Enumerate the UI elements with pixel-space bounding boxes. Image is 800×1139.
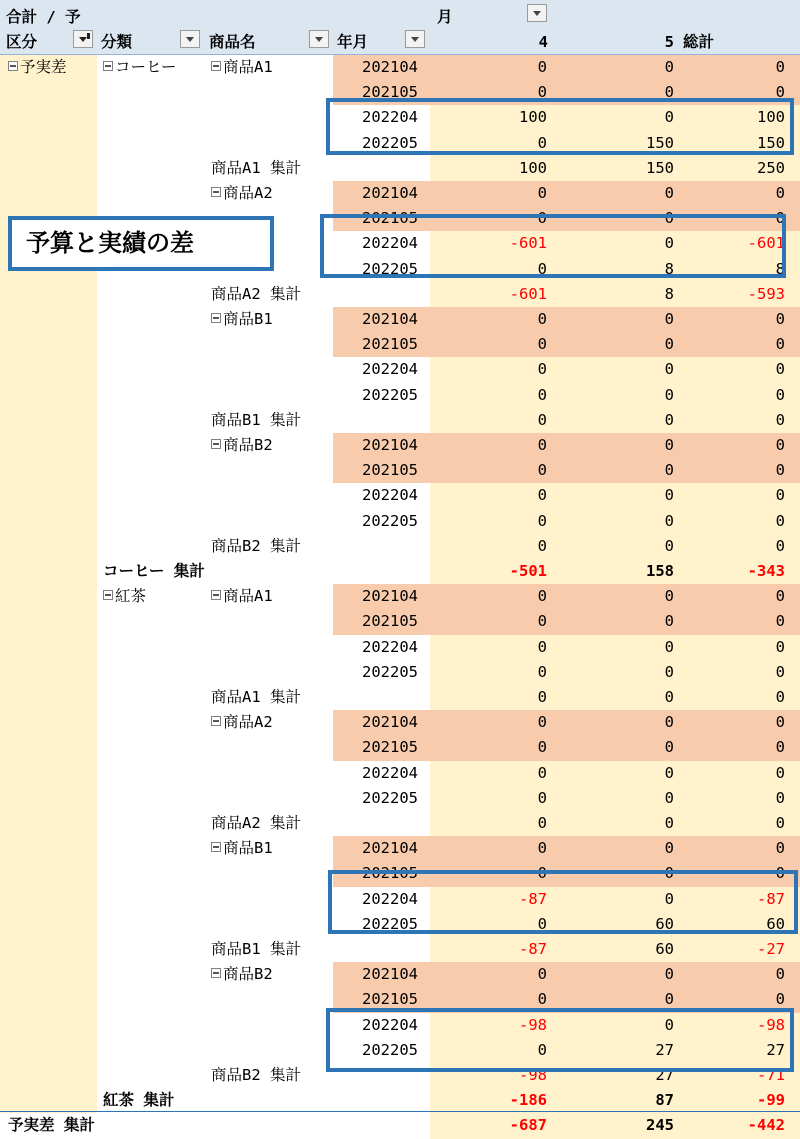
value-month-4: 0 bbox=[537, 511, 547, 530]
value-total: 250 bbox=[757, 158, 785, 177]
row-label[interactable] bbox=[211, 181, 273, 206]
row-label bbox=[103, 559, 205, 584]
value-month-5: 60 bbox=[655, 914, 674, 933]
value-total: 0 bbox=[775, 83, 785, 102]
value-month-4: 0 bbox=[537, 385, 547, 404]
collapse-icon[interactable] bbox=[211, 968, 221, 978]
value-month-5: 0 bbox=[664, 385, 674, 404]
row-label bbox=[362, 332, 418, 357]
row-label-text: 202104 bbox=[362, 713, 418, 732]
collapse-icon[interactable] bbox=[8, 61, 18, 71]
value-month-5: 8 bbox=[664, 284, 674, 303]
row-label-text: 202205 bbox=[362, 133, 418, 152]
value-total: 0 bbox=[775, 839, 785, 858]
row-label-text: 商品A1 集計 bbox=[211, 158, 301, 177]
row-label bbox=[362, 710, 418, 735]
row-label-text: 202104 bbox=[362, 310, 418, 328]
row-label bbox=[362, 962, 418, 987]
value-month-5: 0 bbox=[664, 814, 674, 832]
row-label-text: 202104 bbox=[362, 839, 418, 858]
row-label bbox=[362, 55, 418, 80]
row-label-text: 202104 bbox=[362, 184, 418, 202]
value-month-4: 0 bbox=[537, 713, 547, 732]
row-label-text: 商品A2 bbox=[223, 184, 273, 202]
value-month-5: 0 bbox=[664, 612, 674, 631]
collapse-icon[interactable] bbox=[211, 842, 221, 852]
value-month-4: 0 bbox=[537, 310, 547, 328]
row-label bbox=[362, 383, 418, 408]
value-month-5: 60 bbox=[655, 940, 674, 958]
value-total: 27 bbox=[766, 1040, 785, 1059]
row-label bbox=[362, 735, 418, 760]
value-field-label: 合計 / 予 bbox=[6, 8, 81, 26]
value-month-4: -687 bbox=[509, 1116, 547, 1135]
value-total: 0 bbox=[775, 436, 785, 454]
collapse-icon[interactable] bbox=[211, 439, 221, 449]
row-label bbox=[211, 534, 301, 559]
value-month-5: 158 bbox=[646, 562, 674, 580]
value-month-4: 0 bbox=[537, 335, 547, 354]
value-month-5: 0 bbox=[664, 209, 674, 228]
bunrui-dropdown-icon[interactable] bbox=[180, 30, 200, 48]
value-month-4: 0 bbox=[537, 763, 547, 782]
value-month-5: 150 bbox=[646, 133, 674, 152]
value-month-4: 0 bbox=[537, 965, 547, 984]
value-month-4: 0 bbox=[537, 83, 547, 102]
value-month-5: 0 bbox=[664, 713, 674, 732]
value-total: 0 bbox=[775, 310, 785, 328]
row-label[interactable] bbox=[211, 433, 273, 458]
row-label-text: 商品B2 bbox=[223, 436, 273, 454]
callout-label: 予算と実績の差 bbox=[8, 216, 274, 271]
value-month-5: 27 bbox=[655, 1066, 674, 1084]
value-month-4: 100 bbox=[519, 108, 547, 127]
value-month-5: 0 bbox=[664, 662, 674, 681]
value-total: 0 bbox=[775, 688, 785, 706]
row-label bbox=[362, 357, 418, 382]
row-label bbox=[362, 660, 418, 685]
value-month-4: 0 bbox=[537, 688, 547, 706]
row-label-text: 商品A2 集計 bbox=[211, 284, 301, 303]
row-label bbox=[211, 408, 301, 433]
highlight-box-a2 bbox=[320, 214, 786, 278]
row-label bbox=[362, 181, 418, 206]
row-label-text: 202205 bbox=[362, 788, 418, 807]
row-label[interactable] bbox=[103, 584, 146, 609]
row-label-text: 商品B1 bbox=[223, 839, 273, 858]
value-month-5: 0 bbox=[664, 990, 674, 1009]
value-month-4: 0 bbox=[537, 486, 547, 505]
value-total: -343 bbox=[747, 562, 785, 580]
row-label bbox=[362, 836, 418, 861]
row-label bbox=[8, 1113, 95, 1138]
value-total: 0 bbox=[775, 713, 785, 732]
value-month-5: 0 bbox=[664, 335, 674, 354]
row-label-text: 商品A1 bbox=[223, 58, 273, 76]
value-total: 0 bbox=[775, 486, 785, 505]
value-month-5: 0 bbox=[664, 58, 674, 76]
value-month-4: 0 bbox=[537, 58, 547, 76]
row-label-text: コーヒー bbox=[115, 58, 177, 76]
value-month-5: 0 bbox=[664, 738, 674, 757]
value-total: 0 bbox=[775, 990, 785, 1009]
row-label-text: 商品A2 bbox=[223, 713, 273, 732]
value-month-5: 0 bbox=[664, 788, 674, 807]
column-field-label: 月 bbox=[437, 8, 453, 26]
value-month-4: 0 bbox=[537, 990, 547, 1009]
row-field-shohinmei: 商品名 bbox=[209, 33, 256, 51]
value-total: 0 bbox=[775, 335, 785, 354]
value-month-5: 0 bbox=[664, 83, 674, 102]
row-label-text: 商品B1 集計 bbox=[211, 940, 301, 958]
value-total: 0 bbox=[775, 461, 785, 480]
value-month-4: -87 bbox=[519, 940, 547, 958]
row-label-text: 202105 bbox=[362, 335, 418, 354]
value-month-5: 0 bbox=[664, 637, 674, 656]
row-label bbox=[211, 937, 301, 962]
row-label[interactable] bbox=[211, 962, 273, 987]
row-label-text: 商品B2 集計 bbox=[211, 1066, 301, 1084]
value-month-4: 0 bbox=[537, 536, 547, 555]
value-month-5: 0 bbox=[664, 1015, 674, 1034]
row-label-text: 予実差 bbox=[20, 58, 67, 76]
row-label[interactable] bbox=[211, 584, 273, 609]
value-month-5: 0 bbox=[664, 108, 674, 127]
row-label-text: 202105 bbox=[362, 864, 418, 883]
row-label bbox=[362, 483, 418, 508]
value-month-5: 0 bbox=[664, 461, 674, 480]
value-month-5: 0 bbox=[664, 864, 674, 883]
value-month-4: 0 bbox=[537, 133, 547, 152]
value-total: -27 bbox=[757, 940, 785, 958]
collapse-icon[interactable] bbox=[103, 61, 113, 71]
value-month-5: 0 bbox=[664, 763, 674, 782]
column-header-total: 総計 bbox=[683, 33, 715, 51]
row-label-text: 202204 bbox=[362, 637, 418, 656]
value-month-5: 0 bbox=[664, 360, 674, 379]
collapse-icon[interactable] bbox=[211, 313, 221, 323]
grand-total-divider bbox=[0, 1111, 800, 1112]
row-label-text: 202104 bbox=[362, 58, 418, 76]
value-month-4: 0 bbox=[537, 1040, 547, 1059]
row-label-text: 202205 bbox=[362, 511, 418, 530]
row-label bbox=[362, 761, 418, 786]
value-month-5: 27 bbox=[655, 1040, 674, 1059]
value-total: -593 bbox=[747, 284, 785, 303]
value-month-4: 0 bbox=[537, 184, 547, 202]
row-label-text: コーヒー 集計 bbox=[103, 562, 205, 580]
value-total: 0 bbox=[775, 637, 785, 656]
value-total: 0 bbox=[775, 965, 785, 984]
value-total: 0 bbox=[775, 410, 785, 429]
row-label bbox=[362, 509, 418, 534]
value-total: -71 bbox=[757, 1066, 785, 1084]
kubun-filter-active-icon[interactable] bbox=[73, 30, 93, 48]
value-total: 0 bbox=[775, 58, 785, 76]
value-month-4: 0 bbox=[537, 914, 547, 933]
value-total: 0 bbox=[775, 612, 785, 631]
row-label-text: 紅茶 bbox=[115, 587, 147, 606]
value-month-4: 0 bbox=[537, 788, 547, 807]
nengetsu-dropdown-icon[interactable] bbox=[405, 30, 425, 48]
value-total: -601 bbox=[747, 234, 785, 253]
row-label-text: 商品A1 集計 bbox=[211, 688, 301, 706]
value-month-4: 0 bbox=[537, 864, 547, 883]
value-month-5: 0 bbox=[664, 436, 674, 454]
row-label-text: 商品A2 集計 bbox=[211, 814, 301, 832]
row-label bbox=[211, 685, 301, 710]
value-month-5: 87 bbox=[655, 1091, 674, 1110]
value-month-5: 0 bbox=[664, 587, 674, 606]
value-month-5: 0 bbox=[664, 965, 674, 984]
value-month-4: -501 bbox=[509, 562, 547, 580]
value-month-5: 8 bbox=[664, 259, 674, 278]
value-month-4: 0 bbox=[537, 612, 547, 631]
row-label-text: 予実差 集計 bbox=[8, 1116, 95, 1135]
value-total: 0 bbox=[775, 587, 785, 606]
value-month-4: 100 bbox=[519, 158, 547, 177]
value-month-4: 0 bbox=[537, 461, 547, 480]
row-label bbox=[362, 307, 418, 332]
row-label[interactable] bbox=[211, 55, 273, 80]
row-label-text: 商品B2 集計 bbox=[211, 536, 301, 555]
value-month-4: 0 bbox=[537, 410, 547, 429]
collapse-icon[interactable] bbox=[211, 187, 221, 197]
value-total: -442 bbox=[747, 1116, 785, 1135]
row-label-text: 202204 bbox=[362, 763, 418, 782]
value-month-5: 0 bbox=[664, 310, 674, 328]
value-total: 0 bbox=[775, 738, 785, 757]
row-field-bunrui: 分類 bbox=[101, 33, 133, 51]
collapse-icon[interactable] bbox=[103, 590, 113, 600]
value-total: 0 bbox=[775, 511, 785, 530]
value-total: 0 bbox=[775, 360, 785, 379]
row-label bbox=[362, 584, 418, 609]
value-month-5: 0 bbox=[664, 234, 674, 253]
row-label-text: 202205 bbox=[362, 259, 418, 278]
row-label-text: 202204 bbox=[362, 234, 418, 253]
value-month-5: 0 bbox=[664, 889, 674, 908]
value-total: 0 bbox=[775, 209, 785, 228]
row-label-text: 202204 bbox=[362, 360, 418, 379]
row-label bbox=[103, 1088, 174, 1113]
value-month-4: 0 bbox=[537, 662, 547, 681]
column-header-4: 4 bbox=[538, 33, 548, 51]
row-field-kubun: 区分 bbox=[6, 33, 38, 51]
value-total: 0 bbox=[775, 788, 785, 807]
row-label-text: 202105 bbox=[362, 83, 418, 102]
collapse-icon[interactable] bbox=[211, 716, 221, 726]
value-month-4: 0 bbox=[537, 259, 547, 278]
row-label-text: 202105 bbox=[362, 612, 418, 631]
value-month-4: -87 bbox=[519, 889, 547, 908]
value-total: -87 bbox=[757, 889, 785, 908]
collapse-icon[interactable] bbox=[211, 590, 221, 600]
row-label-text: 202204 bbox=[362, 108, 418, 127]
value-month-5: 0 bbox=[664, 688, 674, 706]
row-label-text: 202205 bbox=[362, 662, 418, 681]
value-month-4: -98 bbox=[519, 1015, 547, 1034]
row-label-text: 202204 bbox=[362, 1015, 418, 1034]
row-label[interactable] bbox=[103, 55, 176, 80]
value-month-4: 0 bbox=[537, 587, 547, 606]
value-total: 0 bbox=[775, 184, 785, 202]
row-label-text: 202204 bbox=[362, 889, 418, 908]
row-label-text: 202105 bbox=[362, 738, 418, 757]
row-label[interactable] bbox=[8, 55, 67, 80]
row-label-text: 紅茶 集計 bbox=[103, 1091, 175, 1110]
row-label-text: 202204 bbox=[362, 486, 418, 505]
row-label-text: 202104 bbox=[362, 436, 418, 454]
value-total: -98 bbox=[757, 1015, 785, 1034]
row-label-text: 商品B1 bbox=[223, 310, 273, 328]
row-label-text: 202105 bbox=[362, 461, 418, 480]
value-total: 0 bbox=[775, 536, 785, 555]
value-total: 0 bbox=[775, 763, 785, 782]
highlight-box-a1 bbox=[326, 98, 794, 155]
row-label-text: 202104 bbox=[362, 587, 418, 606]
value-month-4: 0 bbox=[537, 436, 547, 454]
column-header-5: 5 bbox=[664, 33, 674, 51]
value-total: 150 bbox=[757, 133, 785, 152]
row-label[interactable] bbox=[211, 836, 273, 861]
row-field-nengetsu: 年月 bbox=[337, 33, 369, 51]
value-month-4: 0 bbox=[537, 814, 547, 832]
row-label bbox=[211, 811, 301, 836]
value-month-4: 0 bbox=[537, 360, 547, 379]
row-label-text: 商品A1 bbox=[223, 587, 273, 606]
value-month-5: 150 bbox=[646, 158, 674, 177]
value-total: 8 bbox=[775, 259, 785, 278]
value-total: 0 bbox=[775, 662, 785, 681]
value-total: 0 bbox=[775, 864, 785, 883]
value-month-4: 0 bbox=[537, 637, 547, 656]
row-label bbox=[362, 786, 418, 811]
highlight-box-b2 bbox=[326, 1008, 794, 1072]
value-month-4: -98 bbox=[519, 1066, 547, 1084]
row-label bbox=[362, 609, 418, 634]
value-month-4: 0 bbox=[537, 209, 547, 228]
value-total: -99 bbox=[757, 1091, 785, 1110]
row-label[interactable] bbox=[211, 307, 273, 332]
row-label bbox=[362, 635, 418, 660]
collapse-icon[interactable] bbox=[211, 61, 221, 71]
value-total: 60 bbox=[766, 914, 785, 933]
shohinmei-dropdown-icon[interactable] bbox=[309, 30, 329, 48]
value-month-5: 0 bbox=[664, 410, 674, 429]
value-month-4: 0 bbox=[537, 839, 547, 858]
row-label[interactable] bbox=[211, 710, 273, 735]
row-label-text: 202105 bbox=[362, 990, 418, 1009]
month-filter-dropdown-icon[interactable] bbox=[527, 4, 547, 22]
value-total: 0 bbox=[775, 385, 785, 404]
row-label-text: 202205 bbox=[362, 385, 418, 404]
row-label-text: 202105 bbox=[362, 209, 418, 228]
value-month-5: 245 bbox=[646, 1116, 674, 1135]
value-total: 0 bbox=[775, 814, 785, 832]
value-month-4: -601 bbox=[509, 284, 547, 303]
row-label bbox=[362, 458, 418, 483]
value-month-4: 0 bbox=[537, 738, 547, 757]
row-label bbox=[211, 1063, 301, 1088]
value-month-5: 0 bbox=[664, 536, 674, 555]
value-month-5: 0 bbox=[664, 184, 674, 202]
highlight-box-b1 bbox=[328, 870, 798, 934]
row-label-text: 202205 bbox=[362, 914, 418, 933]
value-month-5: 0 bbox=[664, 511, 674, 530]
value-month-4: -186 bbox=[509, 1091, 547, 1110]
row-label-text: 202104 bbox=[362, 965, 418, 984]
value-month-5: 0 bbox=[664, 486, 674, 505]
value-total: 100 bbox=[757, 108, 785, 127]
row-label-text: 商品B1 集計 bbox=[211, 410, 301, 429]
row-label bbox=[211, 156, 301, 181]
row-label bbox=[362, 433, 418, 458]
row-label-text: 商品B2 bbox=[223, 965, 273, 984]
value-month-5: 0 bbox=[664, 839, 674, 858]
kubun-column-band bbox=[0, 55, 97, 1113]
row-label-text: 202205 bbox=[362, 1040, 418, 1059]
row-label bbox=[211, 282, 301, 307]
value-month-4: -601 bbox=[509, 234, 547, 253]
